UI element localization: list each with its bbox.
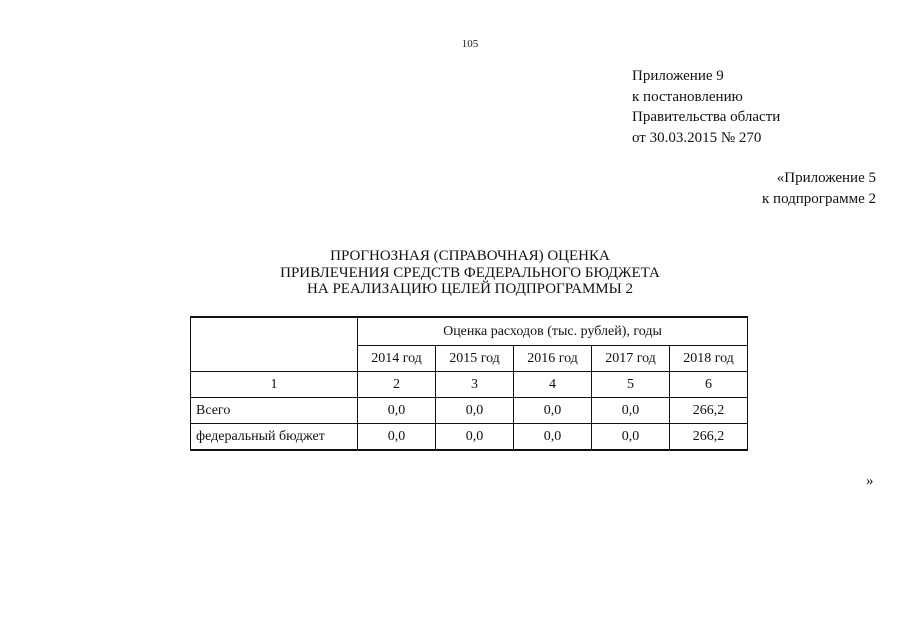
appendix-line-3: Правительства области: [632, 109, 781, 125]
table-cell: 0,0: [514, 424, 592, 451]
table-cell: 0,0: [592, 398, 670, 424]
column-number-row: [191, 372, 748, 398]
column-number: 2: [358, 372, 436, 398]
year-header-2016: 2016 год: [514, 346, 592, 372]
table-row-federal-budget: [191, 424, 748, 451]
year-header-2017: 2017 год: [592, 346, 670, 372]
reference-line-1: «Приложение 5: [776, 170, 876, 186]
table-cell: 0,0: [436, 398, 514, 424]
table-cell: 0,0: [358, 398, 436, 424]
table-cell: 0,0: [358, 424, 436, 451]
column-number: 5: [592, 372, 670, 398]
column-number: 6: [670, 372, 748, 398]
column-number: 4: [514, 372, 592, 398]
table-cell: 266,2: [670, 398, 748, 424]
title-line-2: ПРИВЛЕЧЕНИЯ СРЕДСТВ ФЕДЕРАЛЬНОГО БЮДЖЕТА: [280, 264, 660, 281]
budget-estimate-table: [190, 316, 748, 451]
table-cell: 266,2: [670, 424, 748, 451]
reference-line-2: к подпрограмме 2: [762, 190, 876, 207]
year-header-2015: 2015 год: [436, 346, 514, 372]
table-cell: 0,0: [436, 424, 514, 451]
row-label: федеральный бюджет: [191, 424, 358, 451]
year-header-2014: 2014 год: [358, 346, 436, 372]
title-line-1: ПРОГНОЗНАЯ (СПРАВОЧНАЯ) ОЦЕНКА: [330, 248, 610, 264]
appendix-line-4: от 30.03.2015 № 270: [632, 129, 762, 146]
document-title: [190, 248, 750, 298]
table-corner-cell: [191, 317, 358, 372]
row-label: Всего: [191, 398, 358, 424]
subprogram-reference: [762, 168, 876, 209]
table-row-total: [191, 398, 748, 424]
column-number: 3: [436, 372, 514, 398]
appendix-line-1: Приложение 9: [632, 68, 724, 84]
table-cell: 0,0: [514, 398, 592, 424]
table-cell: 0,0: [592, 424, 670, 451]
closing-quote: »: [866, 473, 874, 489]
appendix-line-2: к постановлению: [632, 88, 743, 105]
page-number: 105: [461, 38, 479, 50]
title-line-3: НА РЕАЛИЗАЦИЮ ЦЕЛЕЙ ПОДПРОГРАММЫ 2: [307, 281, 633, 297]
expense-estimate-header: Оценка расходов (тыс. рублей), годы: [358, 317, 748, 346]
table-header-row: [191, 317, 748, 346]
year-header-2018: 2018 год: [670, 346, 748, 372]
appendix-header: [632, 66, 780, 148]
column-number: 1: [191, 372, 358, 398]
